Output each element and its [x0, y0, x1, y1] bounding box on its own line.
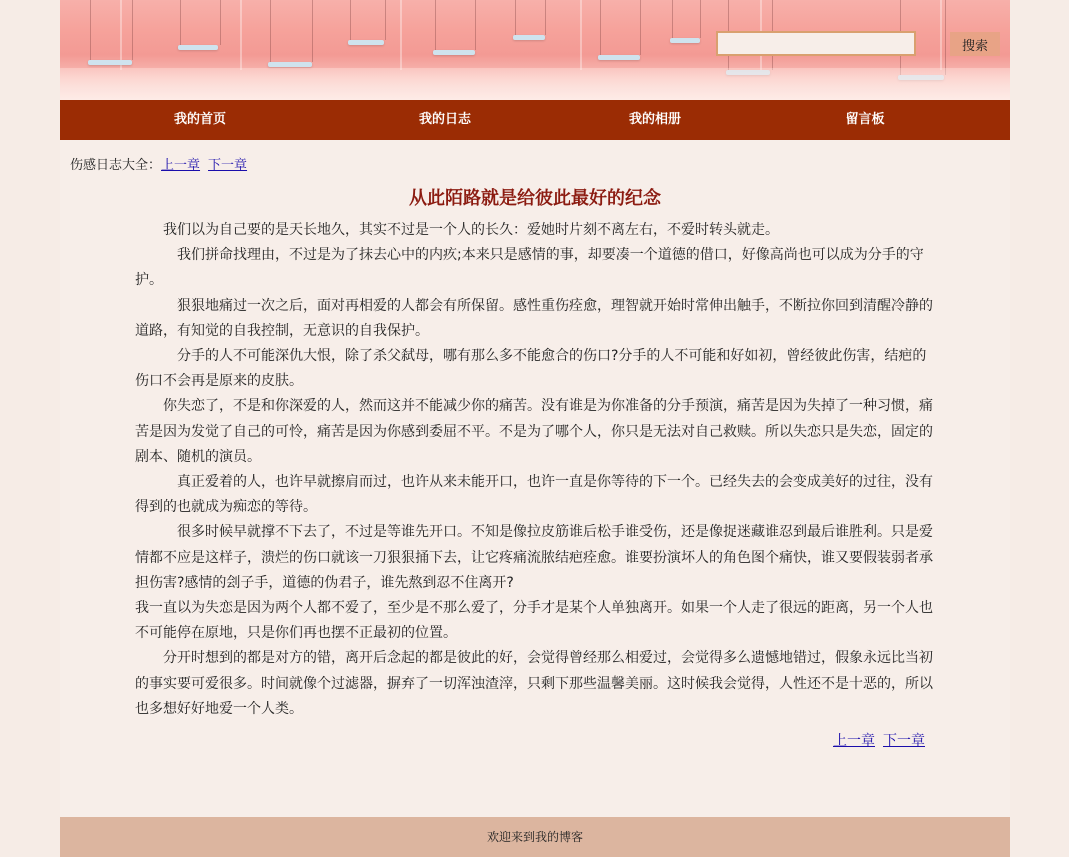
nav-item-guestbook[interactable]: 留言板 [845, 112, 885, 127]
swing-rope [180, 0, 181, 45]
page-container [60, 0, 1010, 857]
article-paragraph: 狠狠地痛过一次之后，面对再相爱的人都会有所保留。感性重伤痊愈，理智就开始时常伸出触手，不断拉你回到清醒冷静的道路，有知觉的自我控制，无意识的自我保护。 [135, 297, 933, 339]
swing-seat [348, 40, 384, 45]
header-banner [60, 0, 1010, 100]
nav-item-home[interactable]: 我的首页 [173, 112, 226, 127]
banner-decoration [940, 0, 942, 70]
prev-chapter-link-bottom[interactable]: 上一章 [833, 733, 875, 749]
main-nav [60, 100, 1010, 140]
swing-rope [945, 0, 946, 75]
article-paragraph: 我们以为自己要的是天长地久，其实不过是一个人的长久：爱她时片刻不离左右，不爱时转头就走。 [135, 222, 779, 238]
swing-seat [88, 60, 132, 65]
swing-rope [545, 0, 546, 35]
swing-seat [598, 55, 640, 60]
nav-item-album[interactable]: 我的相册 [628, 112, 681, 127]
search-input[interactable] [716, 31, 916, 56]
swing-rope [475, 0, 476, 50]
breadcrumb-category: 伤感日志大全： [70, 158, 162, 173]
article-paragraph: 分手的人不可能深仇大恨，除了杀父弑母，哪有那么多不能愈合的伤口?分手的人不可能和好如初，曾经彼此伤害，结疤的伤口不会再是原来的皮肤。 [135, 348, 927, 390]
swing-seat [670, 38, 700, 43]
article-paragraph: 很多时候早就撑不下去了，不过是等谁先开口。不知是像拉皮筋谁后松手谁受伤，还是像捉迷藏谁忍到最后谁胜利。只是爱情都不应是这样子，溃烂的伤口就该一刀狠狠捅下去，让它疼痛流脓结疤痊愈。谁要扮演坏人的角色图个痛快，谁又要假装弱者承担伤害?感情的刽子手，道德的伪君子，谁先熬到忍不住离开? [135, 524, 933, 591]
article-paragraph: 我一直以为失恋是因为两个人都不爱了，至少是不那么爱了，分手才是某个人单独离开。如果一个人走了很远的距离，另一个人也不可能停在原地，只是你们再也摆不正最初的位置。 [135, 600, 933, 642]
article-paragraph: 真正爱着的人，也许早就擦肩而过，也许从来未能开口，也许一直是你等待的下一个。已经失去的会变成美好的过往，没有得到的也就成为痴恋的等待。 [135, 474, 933, 516]
article-paragraph: 你失恋了，不是和你深爱的人，然而这并不能减少你的痛苦。没有谁是为你准备的分手预演，痛苦是因为失掉了一种习惯，痛苦是因为发觉了自己的可怜，痛苦是因为你感到委屈不平。不是为了哪个人，你只是无法对自己救赎。所以失恋只是失恋，固定的剧本、随机的演员。 [135, 398, 933, 465]
swing-seat [513, 35, 545, 40]
swing-rope [435, 0, 436, 50]
article-body [135, 218, 937, 722]
swing-rope [700, 0, 701, 38]
chapter-navigation [825, 730, 925, 750]
article-paragraph: 我们拼命找理由，不过是为了抹去心中的内疚;本来只是感情的事，却要凑一个道德的借口，好像高尚也可以成为分手的守护。 [135, 247, 924, 289]
swing-rope [270, 0, 271, 62]
swing-seat [178, 45, 218, 50]
swing-rope [515, 0, 516, 35]
article-title: 从此陌路就是给彼此最好的纪念 [409, 188, 661, 209]
banner-floor [60, 68, 1010, 100]
swing-rope [640, 0, 641, 55]
footer [60, 817, 1010, 857]
swing-rope [132, 0, 133, 60]
swing-rope [350, 0, 351, 40]
banner-decoration [400, 0, 402, 70]
banner-decoration [580, 0, 582, 70]
swing-rope [220, 0, 221, 45]
nav-item-diary[interactable]: 我的日志 [418, 112, 471, 127]
swing-rope [312, 0, 313, 62]
swing-seat [268, 62, 312, 67]
swing-rope [385, 0, 386, 40]
swing-rope [672, 0, 673, 38]
swing-rope [600, 0, 601, 55]
next-chapter-link[interactable]: 下一章 [208, 158, 248, 173]
article-paragraph: 分开时想到的都是对方的错，离开后念起的都是彼此的好，会觉得曾经那么相爱过，会觉得多么遗憾地错过，假象永远比当初的事实要可爱很多。时间就像个过滤器，摒弃了一切浑浊渣滓，只剩下那些温馨美丽。这时候我会觉得，人性还不是十恶的，所以也多想好好地爱一个人类。 [135, 650, 933, 717]
search-button[interactable]: 搜索 [950, 32, 1000, 56]
breadcrumb [70, 154, 255, 173]
footer-text: 欢迎来到我的博客 [486, 830, 583, 844]
swing-seat [433, 50, 475, 55]
next-chapter-link-bottom[interactable]: 下一章 [883, 733, 925, 749]
swing-rope [90, 0, 91, 60]
banner-decoration [240, 0, 242, 70]
prev-chapter-link[interactable]: 上一章 [161, 158, 201, 173]
